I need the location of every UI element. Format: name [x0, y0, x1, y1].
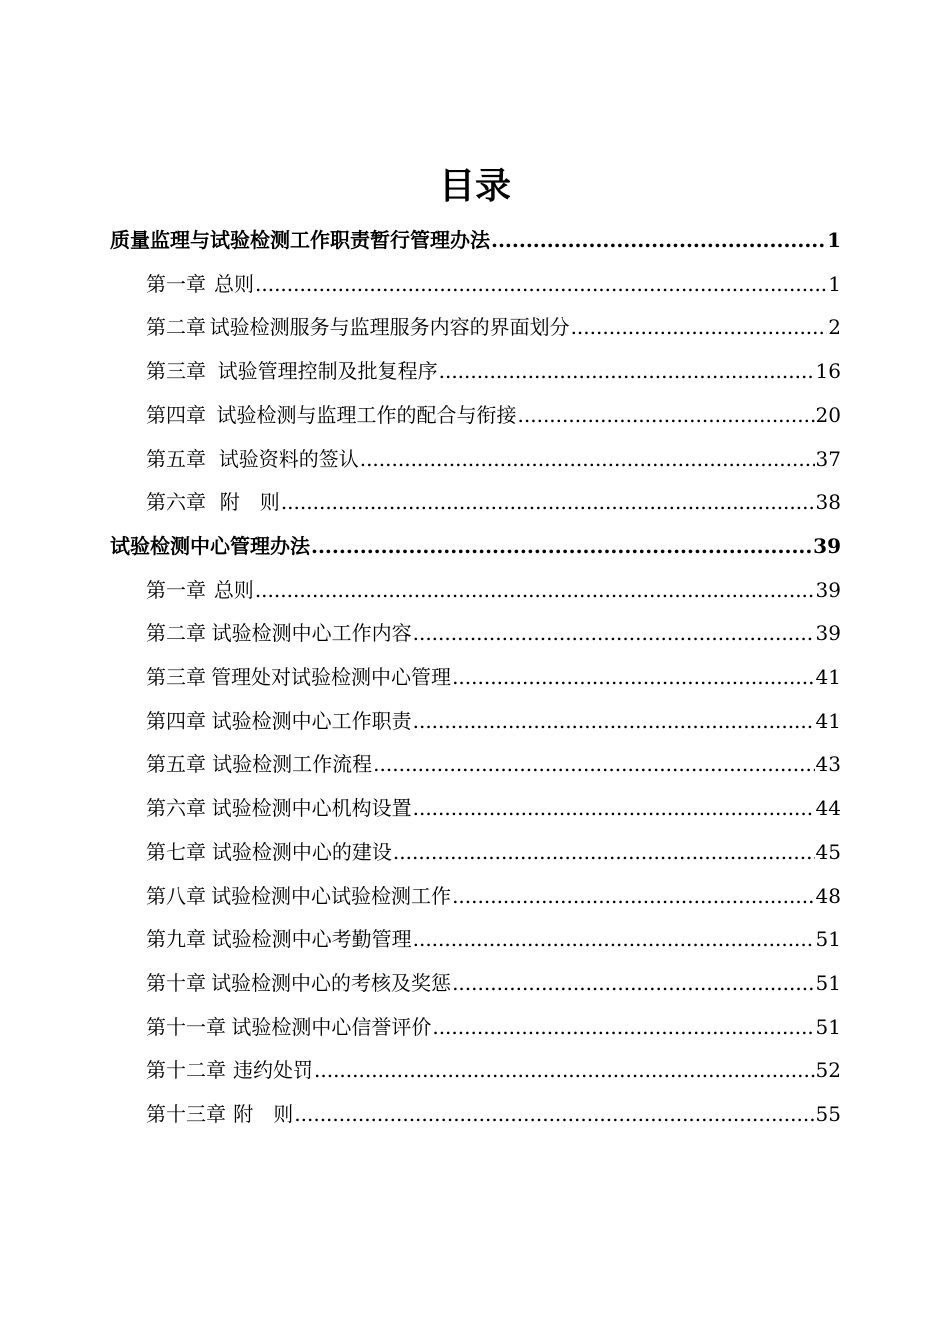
- page-number: 20: [815, 402, 841, 427]
- toc-chapter-entry[interactable]: [146, 611, 841, 655]
- entry-title: 试验检测服务与监理服务内容的界面划分: [209, 315, 570, 340]
- entry-title: 试验检测中心试验检测工作: [211, 883, 452, 908]
- page-number: 1: [828, 271, 841, 296]
- toc-section-entry[interactable]: [110, 524, 841, 568]
- page-number: 39: [815, 577, 841, 602]
- page-number: 43: [815, 752, 841, 777]
- chapter-number: 第六章: [146, 490, 206, 515]
- entry-title: 试验检测中心管理办法: [110, 533, 310, 558]
- toc-chapter-entry[interactable]: [146, 1005, 841, 1049]
- toc-chapter-entry[interactable]: [146, 437, 841, 481]
- chapter-number: 第三章: [146, 359, 206, 384]
- entry-title: 总则: [213, 577, 254, 602]
- page-number: 2: [828, 315, 841, 340]
- entry-title: 试验检测中心考勤管理: [211, 927, 412, 952]
- entry-title: 试验检测工作流程: [212, 752, 373, 777]
- dot-leader: [413, 699, 815, 743]
- page-number: 45: [815, 839, 841, 864]
- page-number: 39: [813, 533, 841, 558]
- entry-title: 管理处对试验检测中心管理: [211, 665, 452, 689]
- entry-title: 试验检测与监理工作的配合与衔接: [210, 402, 517, 427]
- chapter-number: 第二章: [146, 621, 206, 646]
- entry-title: 试验检测中心工作内容: [211, 621, 412, 646]
- dot-leader: [413, 611, 815, 655]
- entry-title: 试验管理控制及批复程序: [211, 359, 438, 384]
- chapter-number: 第四章: [146, 402, 206, 427]
- toc-chapter-entry[interactable]: [146, 349, 841, 393]
- page-number: 52: [815, 1058, 841, 1083]
- toc-chapter-entry[interactable]: [146, 830, 841, 874]
- page-number: 51: [815, 927, 841, 952]
- chapter-number: 第二章: [146, 315, 206, 340]
- toc-chapter-entry[interactable]: [146, 305, 841, 349]
- dot-leader: [432, 1005, 814, 1049]
- page-number: 39: [815, 621, 841, 646]
- toc-chapter-entry[interactable]: [146, 262, 841, 306]
- chapter-number: 第五章: [146, 446, 206, 471]
- entry-title: 附 则: [213, 490, 280, 515]
- entry-title: 试验检测中心的建设: [211, 839, 392, 864]
- page-number: 48: [815, 883, 841, 908]
- page-number: 41: [815, 708, 841, 733]
- dot-leader: [452, 655, 814, 699]
- page-number: 51: [815, 1014, 841, 1039]
- entry-title: 质量监理与试验检测工作职责暂行管理办法: [110, 228, 490, 252]
- dot-leader: [571, 305, 828, 349]
- toc-chapter-entry[interactable]: [146, 742, 841, 786]
- toc-chapter-entry[interactable]: [146, 393, 841, 437]
- chapter-number: 第九章: [146, 927, 206, 952]
- chapter-number: 第四章: [146, 708, 206, 733]
- page-number: 37: [815, 446, 841, 471]
- dot-leader: [294, 1092, 814, 1136]
- entry-title: 试验检测中心工作职责: [211, 708, 412, 733]
- page-number: 41: [815, 665, 841, 689]
- dot-leader: [439, 349, 815, 393]
- chapter-number: 第一章: [146, 271, 206, 296]
- chapter-number: 第十二章: [146, 1058, 226, 1083]
- dot-leader: [314, 1048, 815, 1092]
- page-number: 55: [815, 1102, 841, 1126]
- chapter-number: 第七章: [146, 839, 206, 864]
- toc-chapter-entry[interactable]: [146, 1048, 841, 1092]
- chapter-number: 第十三章: [146, 1102, 226, 1126]
- page-number: 38: [815, 490, 841, 515]
- page-number: 16: [815, 359, 841, 384]
- toc-chapter-entry[interactable]: [146, 480, 841, 524]
- entry-title: 试验检测中心的考核及奖惩: [211, 970, 452, 995]
- dot-leader: [393, 830, 815, 874]
- dot-leader: [518, 393, 815, 437]
- entry-title: 试验检测中心机构设置: [211, 796, 412, 821]
- chapter-number: 第一章: [146, 577, 206, 602]
- toc-title: 目录: [438, 165, 511, 207]
- toc-chapter-entry[interactable]: [146, 568, 841, 612]
- dot-leader: [491, 218, 826, 262]
- page-number: 51: [815, 970, 841, 995]
- toc-section-entry[interactable]: [110, 218, 841, 262]
- page-number: 1: [827, 228, 841, 252]
- dot-leader: [452, 874, 814, 918]
- dot-leader: [281, 480, 815, 524]
- toc-chapter-entry[interactable]: [146, 786, 841, 830]
- entry-title: 试验资料的签认: [212, 446, 359, 471]
- entry-title: 附 则: [233, 1102, 294, 1126]
- dot-leader: [255, 262, 827, 306]
- chapter-number: 第十一章: [146, 1014, 226, 1039]
- chapter-number: 第三章: [146, 665, 206, 689]
- dot-leader: [452, 961, 814, 1005]
- dot-leader: [255, 568, 815, 612]
- dot-leader: [360, 437, 815, 481]
- toc-chapter-entry[interactable]: [146, 1092, 841, 1136]
- chapter-number: 第十章: [146, 970, 206, 995]
- entry-title: 总则: [214, 271, 254, 296]
- dot-leader: [311, 524, 812, 568]
- entry-title: 违约处罚: [233, 1058, 313, 1083]
- entry-title: 试验检测中心信誉评价: [231, 1014, 432, 1039]
- dot-leader: [413, 786, 815, 830]
- toc-chapter-entry[interactable]: [146, 655, 841, 699]
- toc-chapter-entry[interactable]: [146, 874, 841, 918]
- chapter-number: 第六章: [146, 796, 206, 821]
- page-number: 44: [815, 796, 841, 821]
- toc-chapter-entry[interactable]: [146, 917, 841, 961]
- chapter-number: 第五章: [146, 752, 206, 777]
- dot-leader: [373, 742, 814, 786]
- chapter-number: 第八章: [146, 883, 206, 908]
- toc-chapter-entry[interactable]: [146, 699, 841, 743]
- dot-leader: [413, 917, 815, 961]
- toc-chapter-entry[interactable]: [146, 961, 841, 1005]
